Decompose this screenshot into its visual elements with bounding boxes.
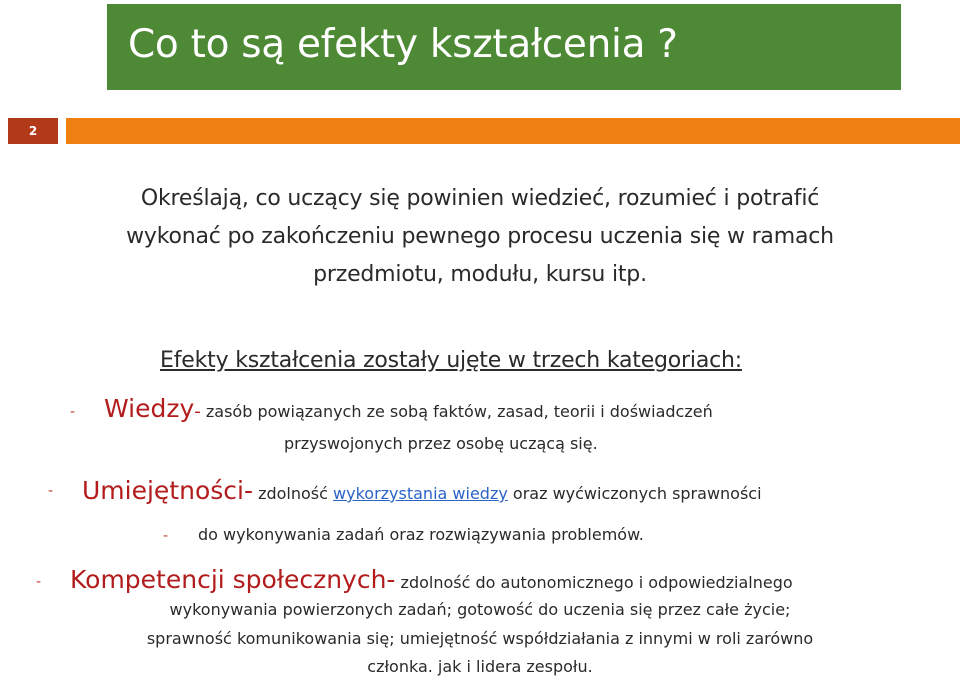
knowledge-description-cont: przyswojonych przez osobę uczącą się. [284,434,598,453]
knowledge-separator: - [194,401,201,422]
bullet-dash: - [36,574,42,590]
sub-bullet-dash: - [163,528,169,544]
competences-line-3: sprawność komunikowania się; umiejętność współdziałania z innymi w roli zarówno [146,629,814,648]
accent-bar [66,118,960,144]
intro-paragraph [30,180,930,294]
knowledge-description: zasób powiązanych ze sobą faktów, zasad, teorii i doświadczeń [205,402,713,421]
skills-link[interactable]: wykorzystania wiedzy [333,484,508,503]
skills-term: Umiejętności- [82,476,253,505]
intro-line: wykonać po zakończeniu pewnego procesu uczenia się w ramach [126,224,834,249]
skills-text-before: zdolność [258,484,328,503]
competences-item [70,565,793,594]
skills-sub-item: do wykonywania zadań oraz rozwiązywania problemów. [198,525,644,544]
categories-heading: Efekty kształcenia zostały ujęte w trzech kategoriach: [160,348,742,373]
competences-line-2: wykonywania powierzonych zadań; gotowość do uczenia się przez całe życie; [169,600,791,619]
competences-line-4: członka. jak i lidera zespołu. [367,657,593,676]
knowledge-term: Wiedzy [104,394,195,423]
skills-item [82,476,762,505]
bullet-dash: - [48,483,54,499]
competences-line-1: zdolność do autonomicznego i odpowiedzialnego [400,573,793,592]
slide-title: Co to są efekty kształcenia ? [128,22,678,67]
intro-line: Określają, co uczący się powinien wiedzieć, rozumieć i potrafić [140,186,820,211]
slide-number: 2 [8,118,58,144]
bullet-dash: - [70,404,76,420]
skills-text-after: oraz wyćwiczonych sprawności [512,484,762,503]
knowledge-item [104,394,713,423]
intro-line: przedmiotu, modułu, kursu itp. [313,262,647,287]
competences-term: Kompetencji społecznych- [70,565,396,594]
